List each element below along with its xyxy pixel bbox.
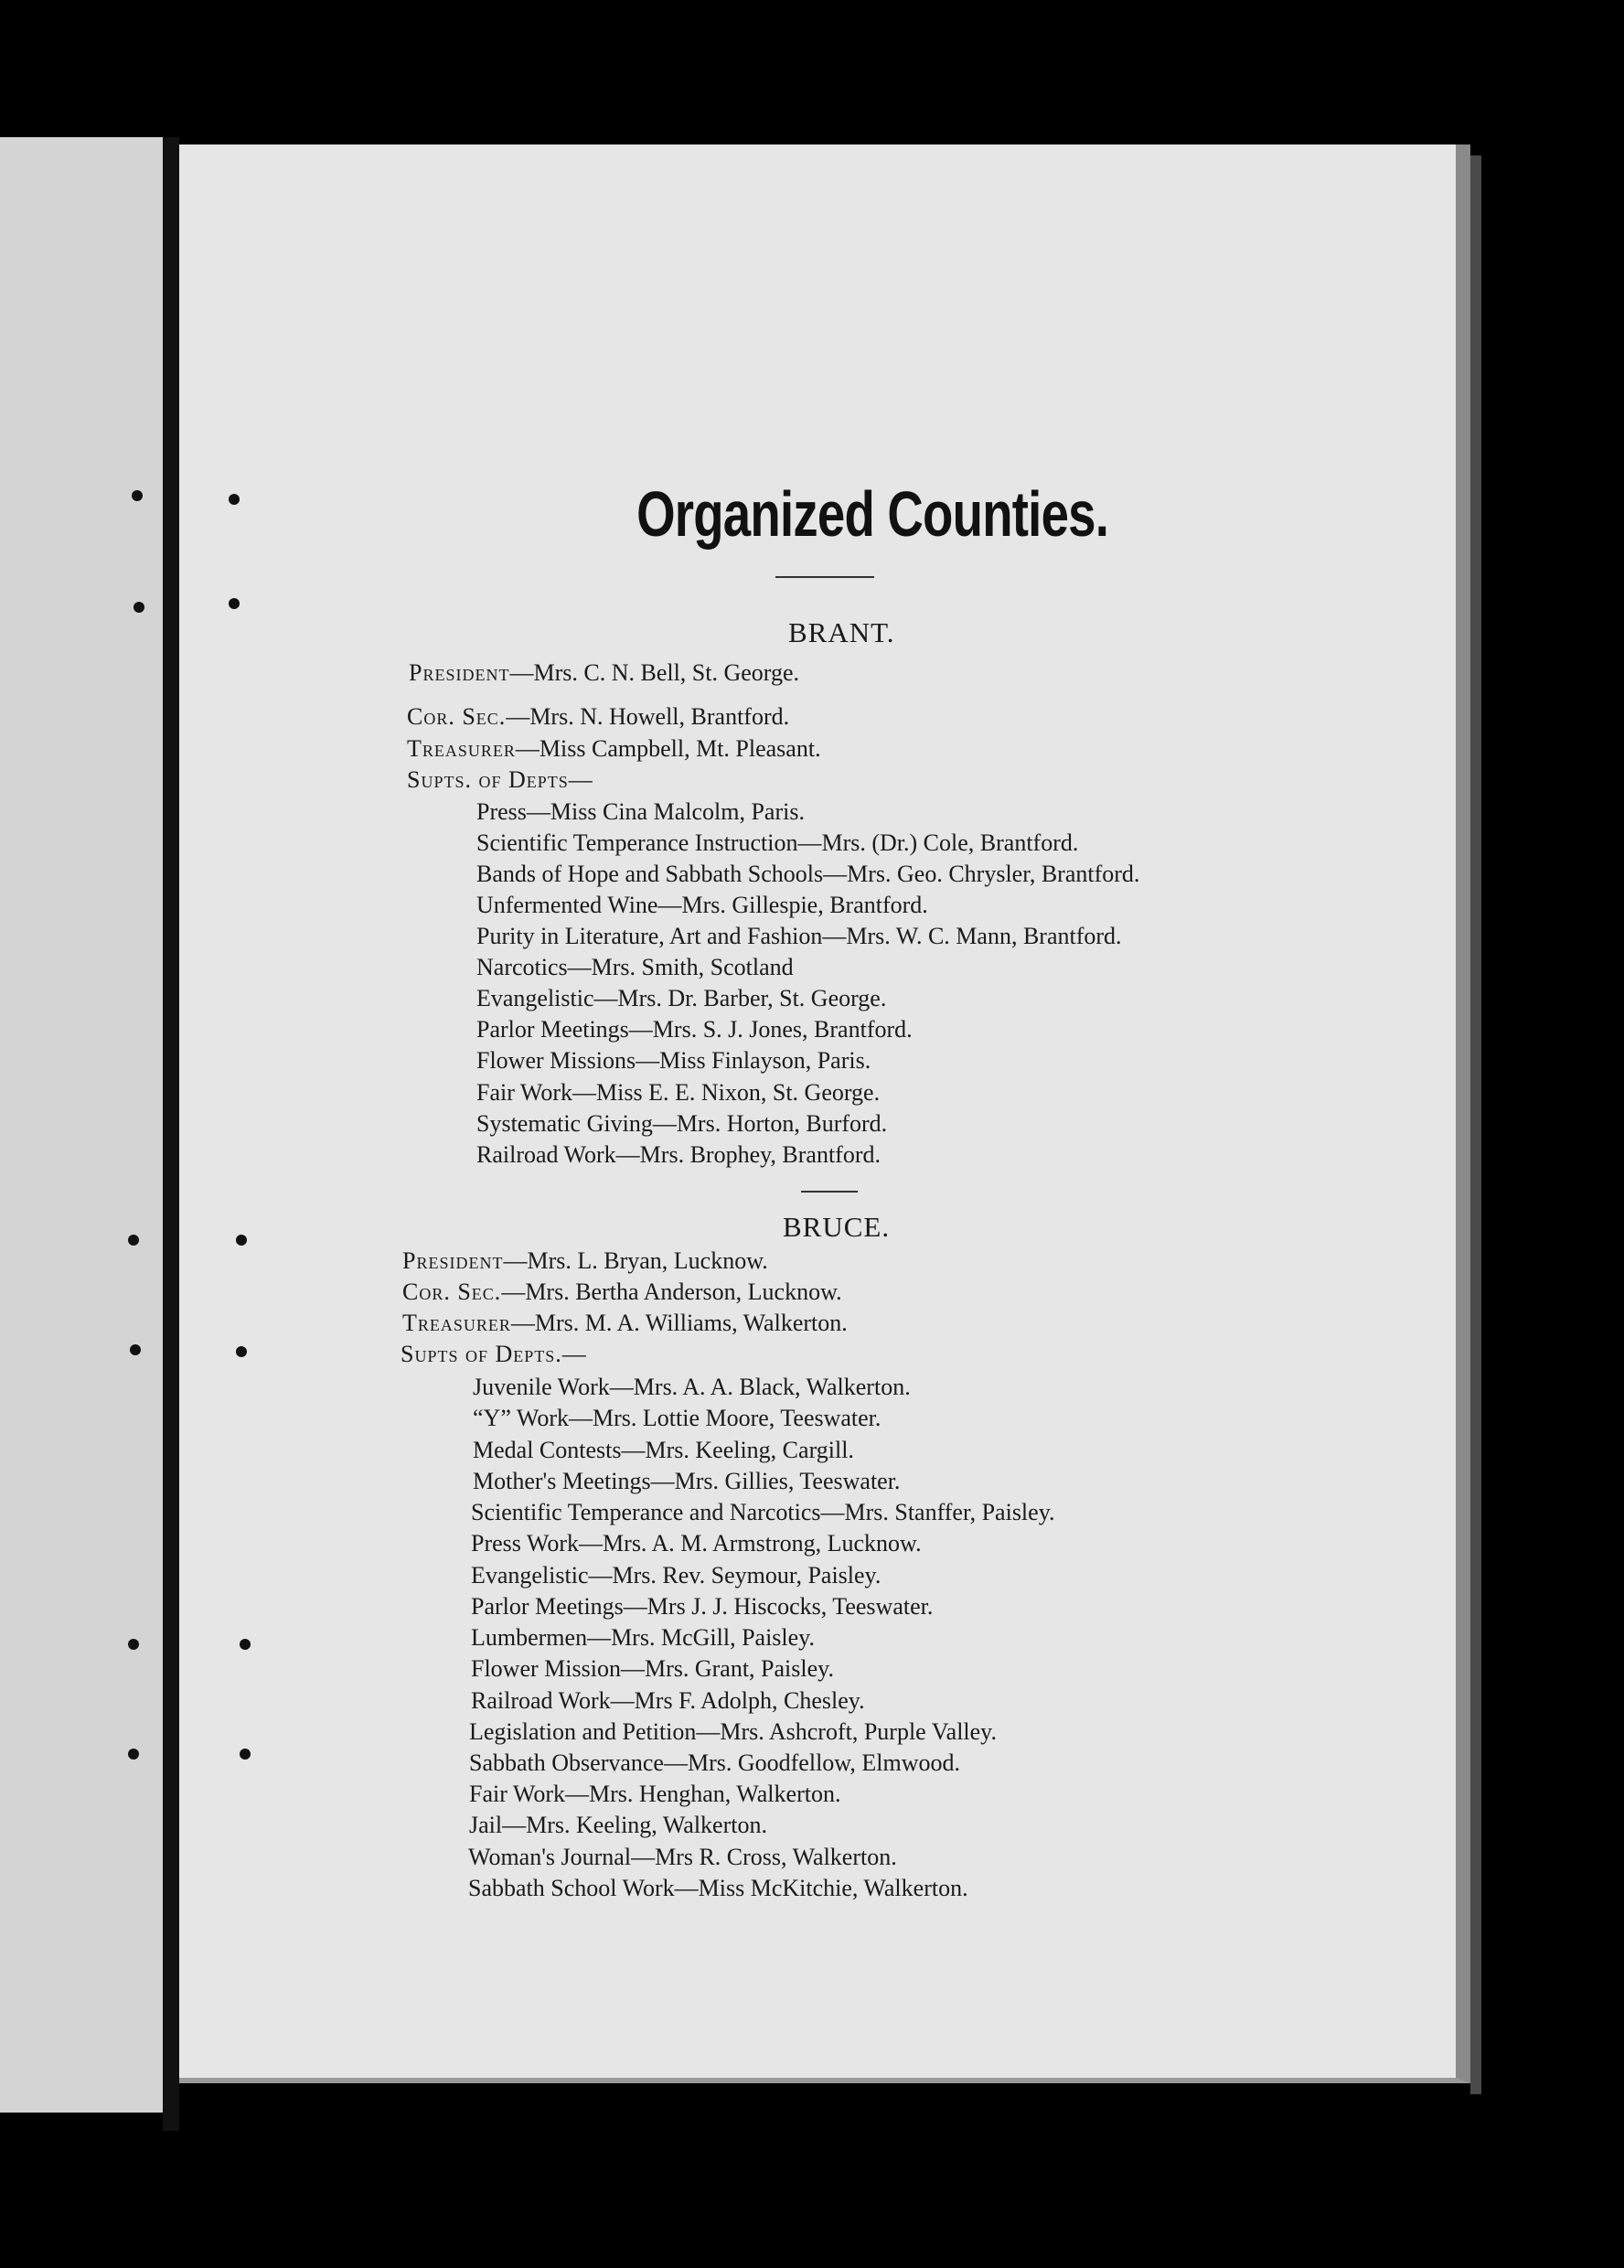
officer-role: President <box>402 1247 504 1274</box>
department-line: Woman's Journal—Mrs R. Cross, Walkerton. <box>468 1844 897 1870</box>
officer-line <box>407 735 821 763</box>
section-heading-bruce: BRUCE. <box>783 1211 891 1243</box>
facing-page-edge <box>0 137 166 2113</box>
department-line: Parlor Meetings—Mrs J. J. Hiscocks, Teeswater. <box>471 1593 934 1620</box>
officer-role: Treasurer <box>407 735 516 762</box>
section-heading-brant: BRANT. <box>788 616 895 648</box>
book-gutter <box>163 137 179 2131</box>
department-line: Flower Missions—Miss Finlayson, Paris. <box>476 1047 871 1074</box>
officer-name: —Miss Campbell, Mt. Pleasant. <box>515 735 821 762</box>
binding-hole <box>128 1235 139 1246</box>
department-line: Fair Work—Miss E. E. Nixon, St. George. <box>476 1079 881 1106</box>
department-line: Medal Contests—Mrs. Keeling, Cargill. <box>473 1437 854 1463</box>
officer-role: Cor. Sec. <box>407 703 507 730</box>
officer-role: Supts of Depts. <box>401 1341 562 1367</box>
officer-role: Supts. of Depts <box>407 766 569 793</box>
department-line: Evangelistic—Mrs. Dr. Barber, St. George. <box>476 985 887 1011</box>
officer-line <box>401 1341 586 1368</box>
title-divider <box>775 576 874 578</box>
department-line: Press Work—Mrs. A. M. Armstrong, Lucknow. <box>471 1530 922 1557</box>
department-line: Press—Miss Cina Malcolm, Paris. <box>476 798 805 825</box>
officer-name: — <box>568 766 593 793</box>
section-divider <box>801 1191 858 1193</box>
page-title: Organized Counties. <box>636 478 1109 550</box>
department-line: Mother's Meetings—Mrs. Gillies, Teeswater. <box>473 1468 901 1494</box>
department-line: Legislation and Petition—Mrs. Ashcroft, Purple Valley. <box>469 1718 997 1745</box>
officer-name: —Mrs. Bertha Anderson, Lucknow. <box>501 1278 842 1305</box>
binding-hole <box>128 1639 139 1650</box>
department-line: Parlor Meetings—Mrs. S. J. Jones, Brantford. <box>476 1016 913 1043</box>
department-line: Purity in Literature, Art and Fashion—Mrs. W. C. Mann, Brantford. <box>476 923 1122 949</box>
binding-hole <box>236 1346 247 1357</box>
department-line: Scientific Temperance Instruction—Mrs. (Dr.) Cole, Brantford. <box>476 829 1079 856</box>
department-line: Sabbath School Work—Miss McKitchie, Walkerton. <box>468 1875 968 1901</box>
officer-role: Cor. Sec. <box>402 1278 502 1305</box>
officer-name: —Mrs. L. Bryan, Lucknow. <box>503 1247 768 1274</box>
department-line: Evangelistic—Mrs. Rev. Seymour, Paisley. <box>471 1562 881 1589</box>
officer-name: —Mrs. N. Howell, Brantford. <box>506 703 790 730</box>
department-line: Flower Mission—Mrs. Grant, Paisley. <box>471 1655 834 1682</box>
department-line: Bands of Hope and Sabbath Schools—Mrs. Geo. Chrysler, Brantford. <box>476 861 1140 887</box>
officer-name: —Mrs. M. A. Williams, Walkerton. <box>510 1310 848 1336</box>
officer-name: —Mrs. C. N. Bell, St. George. <box>509 659 800 686</box>
officer-line <box>407 703 789 731</box>
department-line: Sabbath Observance—Mrs. Goodfellow, Elmwood. <box>469 1749 960 1776</box>
binding-hole <box>240 1749 251 1760</box>
binding-hole <box>236 1235 247 1246</box>
department-line: Lumbermen—Mrs. McGill, Paisley. <box>471 1624 815 1651</box>
officer-line <box>402 1310 848 1337</box>
binding-hole <box>128 1749 139 1760</box>
department-line: Railroad Work—Mrs. Brophey, Brantford. <box>476 1141 881 1168</box>
officer-line <box>402 1278 842 1306</box>
officer-line <box>407 766 593 794</box>
department-line: Scientific Temperance and Narcotics—Mrs. Stanffer, Paisley. <box>471 1499 1055 1525</box>
binding-hole <box>130 1344 141 1355</box>
department-line: Fair Work—Mrs. Henghan, Walkerton. <box>469 1781 841 1807</box>
binding-hole <box>240 1639 251 1650</box>
department-line: Railroad Work—Mrs F. Adolph, Chesley. <box>471 1687 865 1714</box>
department-line: Jail—Mrs. Keeling, Walkerton. <box>469 1812 767 1838</box>
department-line: Narcotics—Mrs. Smith, Scotland <box>476 954 794 980</box>
page-edge-shadow <box>1470 155 1481 2094</box>
officer-line <box>402 1247 768 1275</box>
department-line: Systematic Giving—Mrs. Horton, Burford. <box>476 1110 888 1137</box>
department-line: Juvenile Work—Mrs. A. A. Black, Walkerton. <box>473 1374 911 1400</box>
officer-line <box>409 659 799 687</box>
binding-hole <box>229 598 240 609</box>
officer-role: President <box>409 659 510 686</box>
binding-hole <box>134 602 144 613</box>
officer-role: Treasurer <box>402 1310 511 1336</box>
department-line: “Y” Work—Mrs. Lottie Moore, Teeswater. <box>473 1405 881 1431</box>
officer-name: — <box>561 1341 586 1367</box>
binding-hole <box>132 490 143 501</box>
department-line: Unfermented Wine—Mrs. Gillespie, Brantford. <box>476 892 928 918</box>
